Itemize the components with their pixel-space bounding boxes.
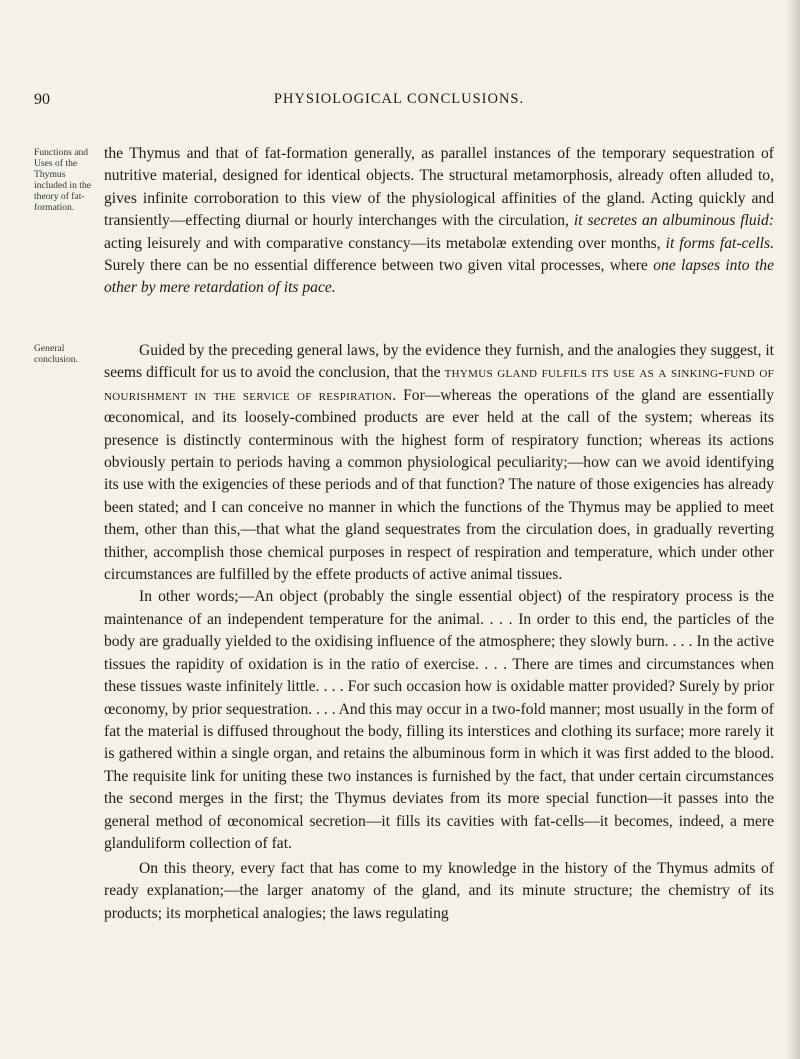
italic-run: it secretes an albuminous fluid:	[573, 212, 774, 230]
text-run: For—whereas the operations of the gland are essentially œconomical, and its loosely-combined products are ever held at the call of the system; whereas its presence is distinctly conterminous with the highest form of respiratory function; whereas its actions obviously pertain to periods having a common physiological peculiarity;—how can we avoid identifying its use with the exigencies of these periods and of that function? The nature of those exigencies has already been stated; and I can conceive no manner in which the functions of the Thymus may be applied to meet them, other than this,—that what the gland sequestrates from the circulation does, in gradually reverting thither, accomplish those chemical purposes in respect of respiration and temperature, which under other circumstances are fulfilled by the effete products of active animal tissues.	[104, 386, 775, 584]
sidenote-general-conclusion: General conclusion.	[34, 343, 78, 365]
paragraph-on-this-theory	[104, 858, 774, 925]
running-title: PHYSIOLOGICAL CONCLUSIONS.	[273, 91, 525, 107]
paragraph-thymus-fat-formation	[104, 143, 774, 300]
italic-run: one lapses into the other by mere retardation of its pace.	[104, 257, 774, 297]
paragraph-text: On this theory, every fact that has come to my knowledge in the history of the Thymus admits of ready explanation;—the larger anatomy of the gland, and its minute structure; the chemistry of its products; its morphetical analogies; the laws regulating	[104, 860, 774, 922]
small-caps-run: thymus gland fulfils its use as a sinking-fund of nourishment in the service of respiration.	[104, 364, 774, 404]
text-run: Surely there can be no essential difference between two given vital processes, where	[104, 257, 654, 275]
page-number: 90	[34, 91, 50, 108]
italic-run: it forms fat-cells.	[665, 234, 774, 252]
text-run: acting leisurely and with comparative constancy—its metabolæ extending over months,	[104, 234, 666, 252]
text-run: Guided by the preceding general laws, by the evidence they furnish, and the analogies they suggest, it seems difficult for us to avoid the conclusion, that the	[104, 342, 774, 382]
paragraph-general-conclusion	[104, 340, 774, 855]
page-header	[34, 91, 764, 111]
paragraph-in-other-words: In other words;—An object (probably the single essential object) of the respiratory process is the maintenance of an independent temperature for the animal. . . . In order to this end, the particles of the body are gradually yielded to the oxidising influence of the atmosphere; they slowly burn. . . . In the active tissues the rapidity of oxidation is in the ratio of exercise. . . . There are times and circumstances when these tissues waste infinitely little. . . . For such occasion how is oxidable matter provided? Surely by prior œconomy, by prior sequestration. . . . And this may occur in a two-fold manner; most usually in the form of fat the material is diffused throughout the body, filling its interstices and clothing its surface; more rarely it is gathered within a single organ, and retains the albuminous form in which it was first added to the blood. The requisite link for uniting these two instances is furnished by the fact, that under certain circumstances the second merges in the first; the Thymus deviates from its more special function—it passes into the general method of œconomical secretion—it fills its cavities with fat-cells—it becomes, indeed, a mere glanduliform collection of fat.	[104, 588, 774, 852]
sidenote-functions: Functions and Uses of the Thymus included in the theory of fat-formation.	[34, 147, 92, 213]
text-run: the Thymus and that of fat-formation generally, as parallel instances of the temporary sequestration of nutritive material, designed for identical objects. The structural metamorphosis, already often alluded to, gives infinite corroboration to this view of the physiological affinities of the gland. Acting quickly and transiently—effecting diurnal or hourly interchanges with the circulation,	[104, 145, 774, 230]
page-edge-shadow	[786, 0, 800, 1059]
